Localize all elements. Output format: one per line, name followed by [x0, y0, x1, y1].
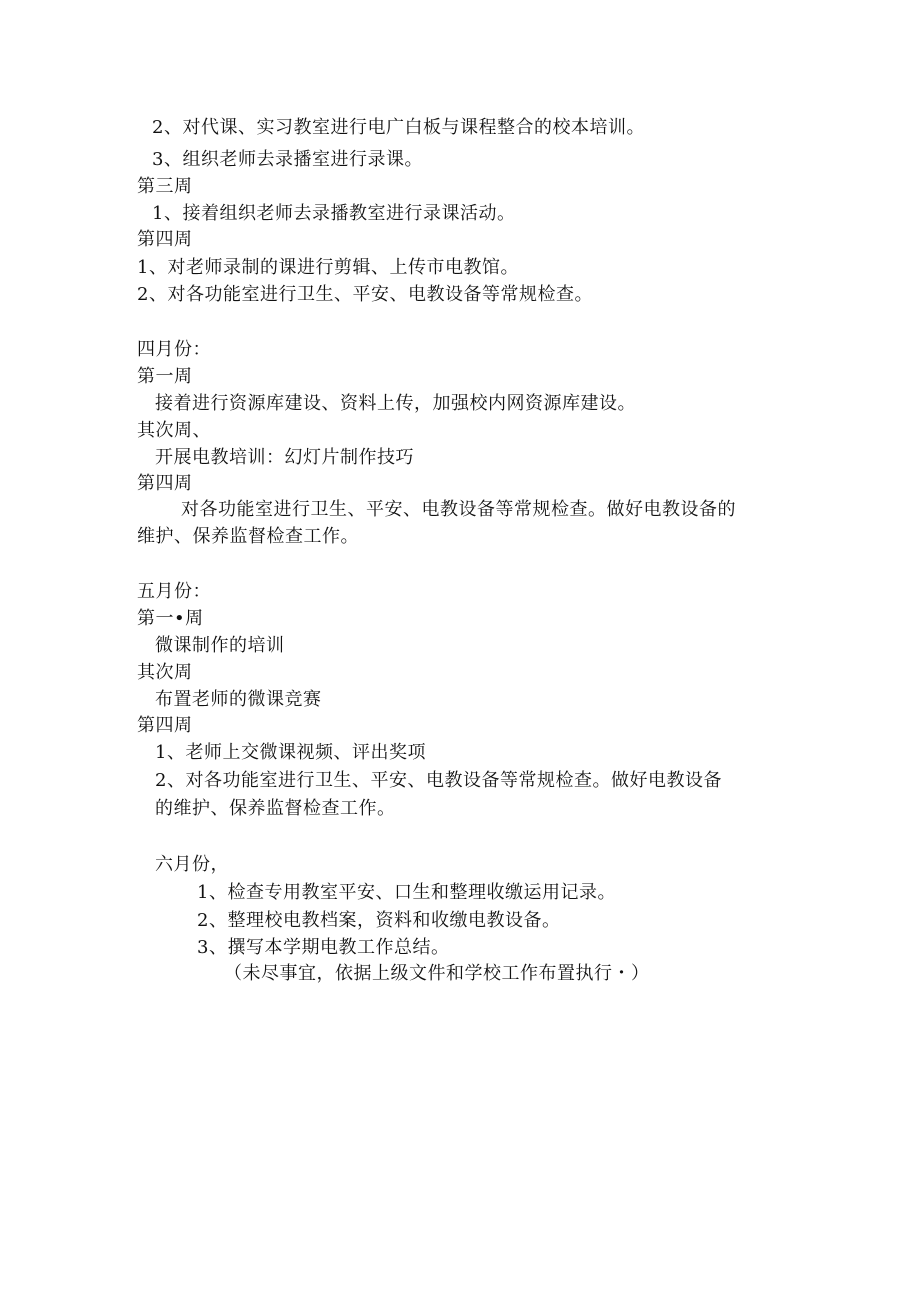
april-week1-text: 接着进行资源库建设、资料上传，加强校内网资源库建设。	[155, 393, 636, 414]
april-week1-heading: 第一周	[137, 366, 193, 387]
may-week2-heading: 其次周	[137, 662, 193, 683]
may-week1-text: 微课制作的培训	[155, 635, 285, 656]
may-week4-item-2-line-1: 2、对各功能室进行卫生、平安、电教设备等常规检查。做好电教设备	[155, 770, 722, 791]
june-heading: 六月份，	[155, 854, 229, 875]
may-week2-text: 布置老师的微课竞赛	[155, 689, 322, 710]
april-heading: 四月份：	[137, 339, 211, 360]
april-week4-text-line-2: 维护、保养监督检查工作。	[137, 526, 359, 547]
may-week1-heading: 第一•周	[137, 608, 204, 629]
march-item-2: 2、对代课、实习教室进行电广白板与课程整合的校本培训。	[152, 117, 645, 138]
march-week3-item-1: 1、接着组织老师去录播教室进行录课活动。	[152, 203, 516, 224]
may-week4-item-2-line-2: 的维护、保养监督检查工作。	[155, 798, 396, 819]
march-week4-item-2: 2、对各功能室进行卫生、平安、电教设备等常规检查。	[137, 284, 593, 305]
april-week2-heading: 其次周、	[137, 420, 211, 441]
march-item-3: 3、组织老师去录播室进行录课。	[152, 149, 423, 170]
june-item-2: 2、整理校电教档案，资料和收缴电教设备。	[197, 910, 561, 931]
april-week2-text: 开展电教培训：幻灯片制作技巧	[155, 447, 414, 468]
may-week4-heading: 第四周	[137, 715, 193, 736]
march-week3-heading: 第三周	[137, 176, 193, 197]
june-item-1: 1、检查专用教室平安、口生和整理收缴运用记录。	[197, 882, 616, 903]
april-week4-heading: 第四周	[137, 473, 193, 494]
march-week4-heading: 第四周	[137, 229, 193, 250]
march-week4-item-1: 1、对老师录制的课进行剪辑、上传市电教馆。	[137, 257, 519, 278]
june-item-3: 3、撰写本学期电教工作总结。	[197, 937, 450, 958]
june-note: （未尽事宜，依据上级文件和学校工作布置执行・）	[224, 963, 650, 984]
may-week4-item-1: 1、老师上交微课视频、评出奖项	[155, 742, 426, 763]
april-week4-text-line-1: 对各功能室进行卫生、平安、电教设备等常规检查。做好电教设备的	[181, 499, 736, 520]
may-heading: 五月份：	[137, 581, 211, 602]
